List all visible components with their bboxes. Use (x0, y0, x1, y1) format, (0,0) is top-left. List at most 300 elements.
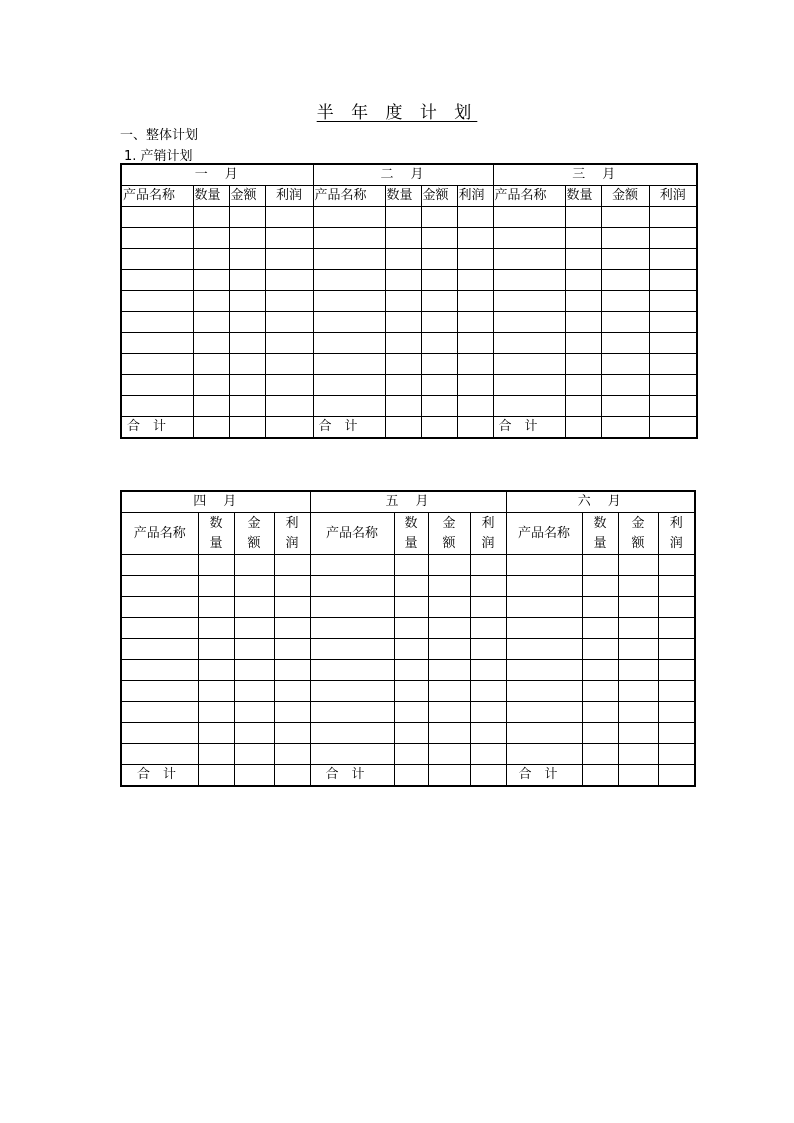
table-cell (506, 639, 582, 660)
table-cell (121, 681, 198, 702)
table-cell (265, 333, 313, 354)
table-cell (198, 597, 234, 618)
table-cell (310, 639, 394, 660)
table-cell (582, 597, 618, 618)
table-cell (457, 396, 493, 417)
table-cell (649, 291, 697, 312)
table-cell (394, 702, 428, 723)
table-cell (193, 291, 229, 312)
table-cell (506, 723, 582, 744)
plan-table-q1 (120, 163, 698, 439)
table-cell (229, 354, 265, 375)
table-cell (198, 576, 234, 597)
table-cell (421, 228, 457, 249)
table-cell (428, 681, 470, 702)
table-cell (457, 228, 493, 249)
table-cell (457, 375, 493, 396)
table-cell (421, 417, 457, 439)
table-cell (313, 354, 385, 375)
table-cell (229, 312, 265, 333)
table-cell (274, 702, 310, 723)
table-cell (121, 723, 198, 744)
table-cell (649, 375, 697, 396)
table-cell (601, 249, 649, 270)
table-cell (198, 618, 234, 639)
table-cell (394, 681, 428, 702)
table-cell (385, 417, 421, 439)
table-cell (506, 660, 582, 681)
table-cell (493, 312, 565, 333)
table-cell (121, 270, 193, 291)
table-cell (421, 207, 457, 228)
table-cell (470, 702, 506, 723)
table-cell (198, 702, 234, 723)
table-cell (265, 249, 313, 270)
table-cell (121, 291, 193, 312)
table-cell (493, 375, 565, 396)
table-cell (198, 744, 234, 765)
table-cell (618, 723, 658, 744)
table-row (121, 576, 695, 597)
table-cell (618, 702, 658, 723)
table-cell (428, 618, 470, 639)
table-cell (506, 618, 582, 639)
table-cell (198, 639, 234, 660)
table-cell (274, 576, 310, 597)
table-cell (658, 723, 695, 744)
table-cell (428, 723, 470, 744)
table-cell (229, 228, 265, 249)
table-cell (121, 618, 198, 639)
table-cell (493, 270, 565, 291)
table-cell (313, 396, 385, 417)
table-cell (121, 597, 198, 618)
table-cell (618, 744, 658, 765)
table-cell (193, 417, 229, 439)
table-cell (121, 576, 198, 597)
table-cell (193, 312, 229, 333)
table-cell (428, 744, 470, 765)
table-cell (229, 291, 265, 312)
table-cell (313, 291, 385, 312)
table-cell (193, 333, 229, 354)
total-label: 合 计 (310, 765, 394, 787)
table-cell (198, 681, 234, 702)
table-cell (121, 333, 193, 354)
table-cell (193, 354, 229, 375)
table-cell (193, 396, 229, 417)
table-cell (229, 207, 265, 228)
table-cell (582, 618, 618, 639)
table-row (121, 555, 695, 576)
column-header: 数量 (565, 186, 601, 207)
table-cell (394, 765, 428, 787)
table-cell (421, 270, 457, 291)
column-header: 利 润 (274, 513, 310, 555)
table-cell (229, 270, 265, 291)
table-row (121, 249, 697, 270)
table-cell (394, 744, 428, 765)
table-cell (428, 597, 470, 618)
table-cell (234, 681, 274, 702)
table-cell (385, 396, 421, 417)
table-cell (493, 249, 565, 270)
table-cell (565, 291, 601, 312)
subsection-heading: 1. 产销计划 (124, 149, 193, 164)
table-cell (601, 207, 649, 228)
table-cell (193, 270, 229, 291)
table-cell (506, 576, 582, 597)
table-cell (313, 249, 385, 270)
table-cell (193, 207, 229, 228)
table-cell (457, 333, 493, 354)
column-header: 利润 (649, 186, 697, 207)
column-header: 金 额 (618, 513, 658, 555)
table-cell (506, 555, 582, 576)
table-cell (506, 702, 582, 723)
table-cell (274, 744, 310, 765)
table-cell (649, 207, 697, 228)
table-row (121, 312, 697, 333)
table-cell (457, 354, 493, 375)
column-header: 金额 (601, 186, 649, 207)
table-cell (234, 660, 274, 681)
column-header: 产品名称 (310, 513, 394, 555)
table-row (121, 744, 695, 765)
total-label: 合 计 (313, 417, 385, 439)
table-cell (310, 744, 394, 765)
table-cell (121, 639, 198, 660)
table-cell (658, 555, 695, 576)
table-cell (565, 249, 601, 270)
total-label: 合 计 (121, 765, 198, 787)
table-row (121, 681, 695, 702)
table-cell (121, 375, 193, 396)
table-cell (385, 354, 421, 375)
table-cell (229, 333, 265, 354)
table-cell (229, 417, 265, 439)
column-header: 产品名称 (313, 186, 385, 207)
table-row (121, 228, 697, 249)
table-cell (229, 375, 265, 396)
table-cell (618, 597, 658, 618)
table-cell (565, 396, 601, 417)
table-cell (394, 660, 428, 681)
column-header: 数 量 (198, 513, 234, 555)
table-cell (582, 723, 618, 744)
table-cell (582, 660, 618, 681)
table-cell (121, 228, 193, 249)
table-cell (265, 417, 313, 439)
table-cell (193, 228, 229, 249)
table-cell (565, 375, 601, 396)
table-cell (385, 312, 421, 333)
month-header: 三 月 (493, 164, 697, 186)
table-cell (385, 333, 421, 354)
table-cell (470, 765, 506, 787)
table-cell (121, 207, 193, 228)
table-cell (265, 207, 313, 228)
table-cell (313, 312, 385, 333)
table-cell (649, 228, 697, 249)
table-cell (470, 660, 506, 681)
column-header: 金额 (229, 186, 265, 207)
column-header: 利润 (457, 186, 493, 207)
table-cell (457, 417, 493, 439)
table-row (121, 660, 695, 681)
table-row (121, 396, 697, 417)
table-cell (601, 312, 649, 333)
table-cell (198, 555, 234, 576)
table-cell (265, 291, 313, 312)
table-cell (618, 639, 658, 660)
table-cell (394, 576, 428, 597)
table-cell (649, 354, 697, 375)
table-cell (506, 681, 582, 702)
table-cell (658, 639, 695, 660)
table-cell (601, 333, 649, 354)
table-cell (658, 765, 695, 787)
table-cell (310, 681, 394, 702)
column-header: 数量 (193, 186, 229, 207)
table-cell (385, 249, 421, 270)
table-cell (313, 228, 385, 249)
table-cell (198, 723, 234, 744)
table-cell (394, 597, 428, 618)
column-header: 产品名称 (121, 513, 198, 555)
column-header: 金 额 (428, 513, 470, 555)
month-header: 一 月 (121, 164, 313, 186)
total-label: 合 计 (493, 417, 565, 439)
table-cell (470, 597, 506, 618)
month-header: 五 月 (310, 491, 506, 513)
table-cell (582, 702, 618, 723)
table-cell (618, 681, 658, 702)
column-header: 金 额 (234, 513, 274, 555)
table-row (121, 375, 697, 396)
table-cell (493, 228, 565, 249)
table-cell (649, 333, 697, 354)
table-cell (421, 333, 457, 354)
table-cell (385, 375, 421, 396)
table-cell (234, 597, 274, 618)
table-cell (428, 576, 470, 597)
column-header: 数 量 (582, 513, 618, 555)
table-cell (121, 312, 193, 333)
table-cell (649, 270, 697, 291)
table-cell (234, 765, 274, 787)
table-cell (121, 396, 193, 417)
table-cell (506, 597, 582, 618)
table-cell (649, 417, 697, 439)
table-cell (265, 354, 313, 375)
table-cell (265, 312, 313, 333)
table-cell (658, 618, 695, 639)
table-cell (385, 291, 421, 312)
table-cell (565, 228, 601, 249)
table-cell (421, 354, 457, 375)
table-cell (601, 270, 649, 291)
table-cell (274, 723, 310, 744)
table-cell (421, 249, 457, 270)
table-cell (493, 333, 565, 354)
table-cell (274, 660, 310, 681)
table-row (121, 354, 697, 375)
table-row (121, 207, 697, 228)
page-title: 半 年 度 计 划 (316, 103, 478, 123)
table-cell (470, 681, 506, 702)
table-cell (274, 681, 310, 702)
table-cell (310, 660, 394, 681)
table-cell (313, 333, 385, 354)
table-cell (313, 207, 385, 228)
table-cell (658, 702, 695, 723)
table-cell (310, 555, 394, 576)
table-cell (457, 291, 493, 312)
table-cell (121, 249, 193, 270)
table-cell (493, 291, 565, 312)
table-cell (582, 639, 618, 660)
table-cell (198, 765, 234, 787)
table-cell (428, 702, 470, 723)
table-cell (310, 576, 394, 597)
month-header: 四 月 (121, 491, 310, 513)
table-row (121, 702, 695, 723)
table-cell (618, 765, 658, 787)
table-cell (274, 597, 310, 618)
total-label: 合 计 (506, 765, 582, 787)
table-cell (649, 396, 697, 417)
table-cell (601, 375, 649, 396)
table-cell (310, 597, 394, 618)
table-cell (470, 639, 506, 660)
table-cell (601, 417, 649, 439)
table-cell (565, 417, 601, 439)
table-cell (457, 249, 493, 270)
table-cell (565, 207, 601, 228)
table-cell (658, 597, 695, 618)
table-cell (193, 375, 229, 396)
column-header: 金额 (421, 186, 457, 207)
table-cell (274, 618, 310, 639)
table-row (121, 639, 695, 660)
table-cell (565, 312, 601, 333)
column-header: 利 润 (470, 513, 506, 555)
table-cell (470, 618, 506, 639)
table-cell (394, 618, 428, 639)
table-cell (310, 618, 394, 639)
table-cell (121, 744, 198, 765)
column-header: 产品名称 (493, 186, 565, 207)
column-header: 利润 (265, 186, 313, 207)
table-cell (421, 312, 457, 333)
table-cell (234, 555, 274, 576)
table-cell (421, 396, 457, 417)
table-cell (313, 375, 385, 396)
table-cell (313, 270, 385, 291)
table-cell (582, 576, 618, 597)
table-cell (470, 576, 506, 597)
table-cell (565, 354, 601, 375)
table-cell (121, 702, 198, 723)
table-cell (428, 660, 470, 681)
table-cell (198, 660, 234, 681)
table-cell (618, 618, 658, 639)
table-cell (385, 228, 421, 249)
table-cell (121, 555, 198, 576)
table-cell (582, 744, 618, 765)
table-cell (457, 312, 493, 333)
table-cell (265, 270, 313, 291)
table-cell (394, 555, 428, 576)
table-row (121, 291, 697, 312)
table-cell (310, 702, 394, 723)
table-cell (310, 723, 394, 744)
table-cell (506, 744, 582, 765)
table-cell (582, 765, 618, 787)
table-cell (658, 576, 695, 597)
table-cell (470, 744, 506, 765)
table-cell (601, 228, 649, 249)
column-header: 产品名称 (506, 513, 582, 555)
table-cell (421, 375, 457, 396)
table-cell (274, 555, 310, 576)
table-cell (493, 396, 565, 417)
table-cell (649, 312, 697, 333)
table-cell (618, 576, 658, 597)
table-cell (385, 270, 421, 291)
table-cell (470, 723, 506, 744)
column-header: 利 润 (658, 513, 695, 555)
column-header: 数量 (385, 186, 421, 207)
table-cell (658, 744, 695, 765)
table-cell (565, 270, 601, 291)
table-cell (493, 207, 565, 228)
section-heading: 一、整体计划 (120, 128, 199, 143)
table-cell (470, 555, 506, 576)
table-cell (428, 555, 470, 576)
month-header: 二 月 (313, 164, 493, 186)
table-cell (601, 396, 649, 417)
table-cell (265, 228, 313, 249)
table-cell (618, 660, 658, 681)
table-cell (457, 207, 493, 228)
table-cell (229, 396, 265, 417)
table-cell (658, 660, 695, 681)
month-header: 六 月 (506, 491, 695, 513)
table-cell (234, 576, 274, 597)
table-cell (265, 396, 313, 417)
table-row (121, 723, 695, 744)
table-cell (265, 375, 313, 396)
table-row (121, 333, 697, 354)
column-header: 产品名称 (121, 186, 193, 207)
table-cell (234, 702, 274, 723)
table-cell (121, 354, 193, 375)
table-row (121, 618, 695, 639)
table-cell (385, 207, 421, 228)
table-cell (121, 660, 198, 681)
table-cell (234, 744, 274, 765)
table-cell (601, 291, 649, 312)
table-cell (394, 723, 428, 744)
table-cell (618, 555, 658, 576)
table-cell (234, 639, 274, 660)
table-cell (234, 618, 274, 639)
table-cell (457, 270, 493, 291)
table-cell (229, 249, 265, 270)
table-cell (582, 681, 618, 702)
